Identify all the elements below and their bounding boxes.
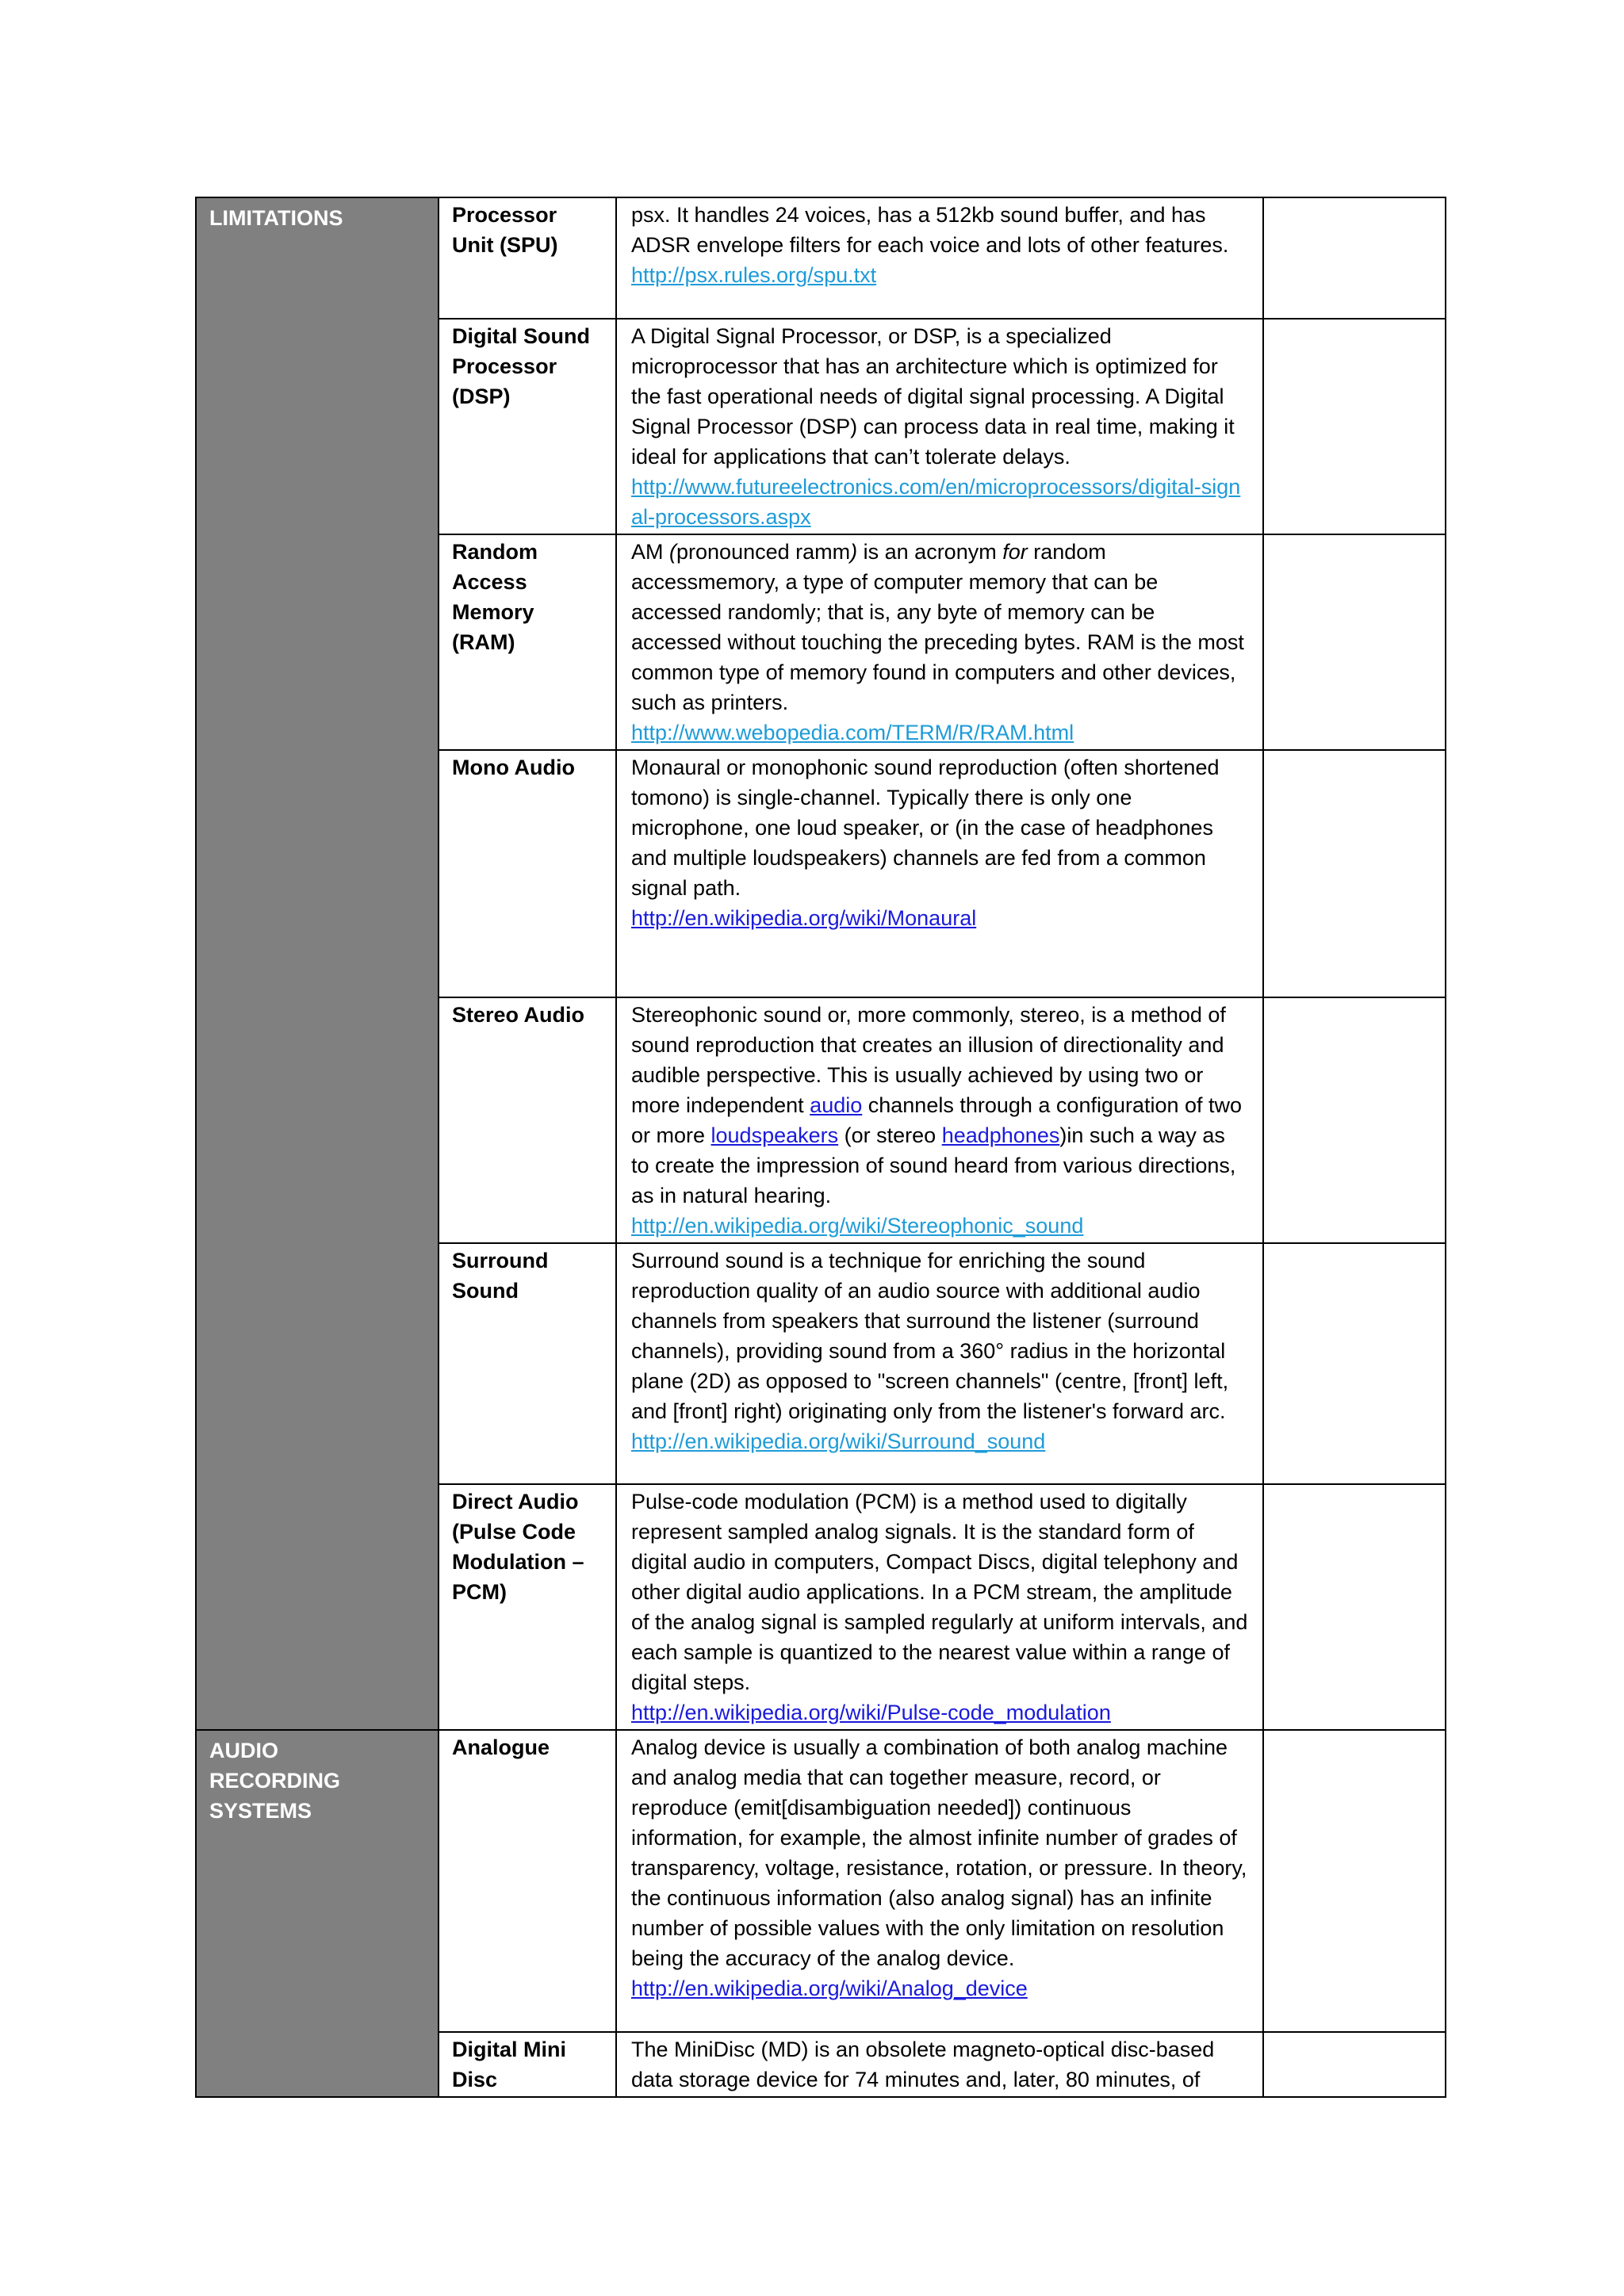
blank-cell bbox=[1263, 1730, 1446, 2032]
glossary-table bbox=[195, 197, 1446, 2098]
reference-link[interactable]: http://en.wikipedia.org/wiki/Pulse-code_modulation bbox=[631, 1701, 1111, 1724]
description-cell: Pulse-code modulation (PCM) is a method used to digitally represent sampled analog signals. It is the standard form of digital audio in computers, Compact Discs, digital telephony and other digital audio applications. In a PCM stream, the amplitude of the analog signal is sampled regularly at uniform intervals, and each sample is quantized to the nearest value within a range of digital steps. http://en.wikipedia.org/wiki/Pulse-code_modulation bbox=[616, 1484, 1263, 1730]
description-cell: Monaural or monophonic sound reproduction (often shortened tomono) is single-channel. Typically there is only one microphone, one loud speaker, or (in the case of headphones and multiple loudspeakers) channels are fed from a common signal path. http://en.wikipedia.org/wiki/Monaural bbox=[616, 750, 1263, 997]
reference-link[interactable]: http://psx.rules.org/spu.txt bbox=[631, 263, 877, 287]
table-row bbox=[196, 1730, 1446, 2032]
term-cell: Stereo Audio bbox=[439, 997, 616, 1243]
reference-link[interactable]: http://en.wikipedia.org/wiki/Monaural bbox=[631, 906, 977, 930]
audio-link[interactable]: audio bbox=[810, 1093, 863, 1117]
blank-cell bbox=[1263, 2032, 1446, 2097]
blank-cell bbox=[1263, 197, 1446, 319]
term-cell: Analogue bbox=[439, 1730, 616, 2032]
blank-cell bbox=[1263, 534, 1446, 750]
description-cell: psx. It handles 24 voices, has a 512kb sound buffer, and has ADSR envelope filters for each voice and lots of other features. http://psx.rules.org/spu.txt bbox=[616, 197, 1263, 319]
reference-link[interactable]: http://en.wikipedia.org/wiki/Analog_device bbox=[631, 1976, 1028, 2000]
term-cell: Digital Sound Processor (DSP) bbox=[439, 319, 616, 534]
table-row bbox=[196, 197, 1446, 319]
term-cell: Random Access Memory (RAM) bbox=[439, 534, 616, 750]
blank-cell bbox=[1263, 1484, 1446, 1730]
section-limitations: LIMITATIONS bbox=[196, 197, 439, 1730]
description-cell: AM (pronounced ramm) is an acronym for random accessmemory, a type of computer memory that can be accessed randomly; that is, any byte of memory can be accessed without touching the preceding bytes. RAM is the most common type of memory found in computers and other devices, such as printers. http://www.webopedia.com/TERM/R/RAM.html bbox=[616, 534, 1263, 750]
reference-link[interactable]: http://www.webopedia.com/TERM/R/RAM.html bbox=[631, 721, 1074, 744]
blank-cell bbox=[1263, 1243, 1446, 1484]
loudspeakers-link[interactable]: loudspeakers bbox=[710, 1123, 839, 1147]
section-audio-recording-systems: AUDIO RECORDING SYSTEMS bbox=[196, 1730, 439, 2097]
term-cell: Mono Audio bbox=[439, 750, 616, 997]
term-cell: Surround Sound bbox=[439, 1243, 616, 1484]
description-cell: A Digital Signal Processor, or DSP, is a specialized microprocessor that has an architecture which is optimized for the fast operational needs of digital signal processing. A Digital Signal Processor (DSP) can process data in real time, making it ideal for applications that can’t tolerate delays. http://www.futureelectronics.com/en/microprocessors/digital-signal-processors.aspx bbox=[616, 319, 1263, 534]
term-cell: Processor Unit (SPU) bbox=[439, 197, 616, 319]
headphones-link[interactable]: headphones bbox=[941, 1123, 1060, 1147]
blank-cell bbox=[1263, 750, 1446, 997]
reference-link[interactable]: http://www.futureelectronics.com/en/microprocessors/digital-signal-processors.aspx bbox=[631, 475, 1241, 529]
term-cell: Digital Mini Disc bbox=[439, 2032, 616, 2097]
description-cell: The MiniDisc (MD) is an obsolete magneto-optical disc-based data storage device for 74 minutes and, later, 80 minutes, of bbox=[616, 2032, 1263, 2097]
reference-link[interactable]: http://en.wikipedia.org/wiki/Surround_sound bbox=[631, 1429, 1046, 1453]
blank-cell bbox=[1263, 319, 1446, 534]
term-cell: Direct Audio (Pulse Code Modulation – PCM) bbox=[439, 1484, 616, 1730]
description-cell: Surround sound is a technique for enriching the sound reproduction quality of an audio source with additional audio channels from speakers that surround the listener (surround channels), providing sound from a 360° radius in the horizontal plane (2D) as opposed to "screen channels" (centre, [front] left, and [front] right) originating only from the listener's forward arc. http://en.wikipedia.org/wiki/Surround_sound bbox=[616, 1243, 1263, 1484]
description-cell: Stereophonic sound or, more commonly, stereo, is a method of sound reproduction that creates an illusion of directionality and audible perspective. This is usually achieved by using two or more independent audio channels through a configuration of two or more loudspeakers (or stereo headphones)in such a way as to create the impression of sound heard from various directions, as in natural hearing. http://en.wikipedia.org/wiki/Stereophonic_sound bbox=[616, 997, 1263, 1243]
blank-cell bbox=[1263, 997, 1446, 1243]
reference-link[interactable]: http://en.wikipedia.org/wiki/Stereophonic_sound bbox=[631, 1214, 1084, 1238]
description-cell: Analog device is usually a combination of both analog machine and analog media that can together measure, record, or reproduce (emit[disambiguation needed]) continuous information, for example, the almost infinite number of grades of transparency, voltage, resistance, rotation, or pressure. In theory, the continuous information (also analog signal) has an infinite number of possible values with the only limitation on resolution being the accuracy of the analog device. http://en.wikipedia.org/wiki/Analog_device bbox=[616, 1730, 1263, 2032]
